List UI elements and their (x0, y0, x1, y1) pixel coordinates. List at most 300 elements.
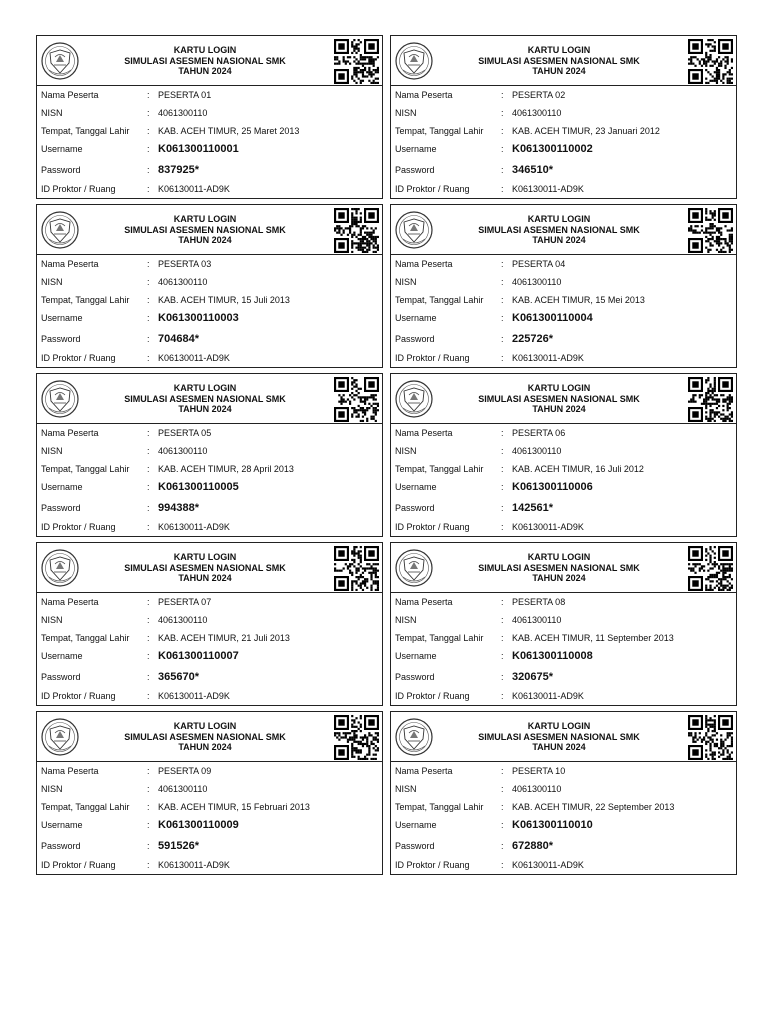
field-colon: : (501, 144, 504, 154)
field-value-nama: PESERTA 09 (158, 766, 212, 776)
field-row-proktor (37, 182, 382, 196)
login-card (390, 711, 737, 875)
field-value-nama: PESERTA 10 (512, 766, 566, 776)
field-colon: : (501, 295, 504, 305)
field-row-nisn (391, 613, 736, 627)
field-label: Password (395, 503, 435, 513)
field-label: ID Proktor / Ruang (395, 691, 470, 701)
field-row-username (391, 142, 736, 156)
qr-code-icon (688, 208, 733, 253)
field-row-nisn (391, 106, 736, 120)
field-value-proktor: K06130011-AD9K (512, 353, 584, 363)
field-colon: : (147, 651, 150, 661)
field-colon: : (501, 633, 504, 643)
field-colon: : (147, 802, 150, 812)
field-colon: : (501, 184, 504, 194)
card-title-line: SIMULASI ASESMEN NASIONAL SMK (478, 731, 640, 742)
field-value-nisn: 4061300110 (158, 446, 208, 456)
field-label: NISN (41, 784, 63, 794)
field-value-proktor: K06130011-AD9K (158, 184, 230, 194)
login-card (36, 204, 383, 368)
emblem-icon (394, 379, 434, 419)
field-row-ttl (391, 124, 736, 138)
field-colon: : (501, 428, 504, 438)
field-value-ttl: KAB. ACEH TIMUR, 15 Mei 2013 (512, 295, 645, 305)
field-label: NISN (41, 446, 63, 456)
card-title-line: KARTU LOGIN (173, 552, 237, 562)
card-header (391, 36, 736, 86)
field-label: Username (395, 820, 437, 830)
field-value-nama: PESERTA 01 (158, 90, 212, 100)
card-title-line: SIMULASI ASESMEN NASIONAL SMK (478, 562, 640, 573)
field-value-proktor: K06130011-AD9K (512, 860, 584, 870)
card-title (446, 721, 672, 753)
field-value-nisn: 4061300110 (512, 108, 562, 118)
field-value-ttl: KAB. ACEH TIMUR, 28 April 2013 (158, 464, 294, 474)
field-label: Password (395, 334, 435, 344)
card-title-line: KARTU LOGIN (527, 383, 591, 393)
field-row-nisn (391, 782, 736, 796)
field-value-nama: PESERTA 05 (158, 428, 212, 438)
field-label: NISN (395, 784, 417, 794)
field-row-ttl (37, 631, 382, 645)
field-colon: : (501, 277, 504, 287)
card-title (92, 552, 318, 584)
field-value-proktor: K06130011-AD9K (512, 691, 584, 701)
field-label: Nama Peserta (395, 259, 453, 269)
field-row-proktor (391, 858, 736, 872)
field-colon: : (147, 691, 150, 701)
field-row-nisn (37, 275, 382, 289)
field-colon: : (147, 464, 150, 474)
card-title-line: KARTU LOGIN (527, 45, 591, 55)
field-label: Username (41, 313, 83, 323)
field-value-nisn: 4061300110 (158, 615, 208, 625)
field-label: Nama Peserta (395, 90, 453, 100)
field-row-password (37, 332, 382, 346)
card-header (391, 205, 736, 255)
field-colon: : (501, 259, 504, 269)
field-label: Tempat, Tanggal Lahir (395, 464, 484, 474)
login-card (36, 35, 383, 199)
field-row-proktor (391, 351, 736, 365)
field-colon: : (501, 860, 504, 870)
field-value-username: K061300110004 (512, 312, 593, 324)
field-colon: : (147, 126, 150, 136)
field-colon: : (501, 841, 504, 851)
field-colon: : (501, 165, 504, 175)
field-value-nama: PESERTA 06 (512, 428, 566, 438)
field-row-nama (391, 257, 736, 271)
field-label: Tempat, Tanggal Lahir (395, 295, 484, 305)
card-title (92, 214, 318, 246)
field-row-nama (37, 764, 382, 778)
card-header (37, 712, 382, 762)
login-card (390, 35, 737, 199)
field-value-ttl: KAB. ACEH TIMUR, 11 September 2013 (512, 633, 674, 643)
field-colon: : (147, 841, 150, 851)
field-row-password (391, 163, 736, 177)
field-row-nama (37, 88, 382, 102)
login-card (390, 373, 737, 537)
field-value-proktor: K06130011-AD9K (158, 691, 230, 701)
field-label: Tempat, Tanggal Lahir (41, 464, 130, 474)
field-row-nisn (37, 613, 382, 627)
field-value-username: K061300110003 (158, 312, 239, 324)
field-value-ttl: KAB. ACEH TIMUR, 21 Juli 2013 (158, 633, 290, 643)
field-colon: : (501, 651, 504, 661)
card-title-line: KARTU LOGIN (527, 721, 591, 731)
field-row-password (391, 839, 736, 853)
field-colon: : (501, 615, 504, 625)
field-label: ID Proktor / Ruang (395, 522, 470, 532)
login-card (390, 542, 737, 706)
field-row-username (37, 142, 382, 156)
card-title-line: TAHUN 2024 (532, 742, 586, 752)
emblem-icon (394, 548, 434, 588)
field-label: ID Proktor / Ruang (41, 353, 116, 363)
field-row-nama (391, 595, 736, 609)
qr-code-icon (334, 377, 379, 422)
field-row-proktor (391, 182, 736, 196)
field-label: Tempat, Tanggal Lahir (41, 633, 130, 643)
field-colon: : (147, 522, 150, 532)
field-row-username (391, 649, 736, 663)
field-label: Username (41, 144, 83, 154)
card-title-line: KARTU LOGIN (173, 45, 237, 55)
field-label: Password (41, 165, 81, 175)
field-row-password (37, 839, 382, 853)
field-colon: : (147, 860, 150, 870)
field-label: Nama Peserta (395, 766, 453, 776)
card-title-line: TAHUN 2024 (178, 404, 232, 414)
card-title-line: KARTU LOGIN (173, 721, 237, 731)
emblem-icon (40, 210, 80, 250)
field-row-ttl (37, 462, 382, 476)
login-card (390, 204, 737, 368)
field-label: Password (41, 334, 81, 344)
field-value-username: K061300110006 (512, 481, 593, 493)
field-value-nisn: 4061300110 (158, 108, 208, 118)
card-title (92, 45, 318, 77)
card-title-line: SIMULASI ASESMEN NASIONAL SMK (124, 562, 286, 573)
field-value-ttl: KAB. ACEH TIMUR, 15 Juli 2013 (158, 295, 290, 305)
card-title-line: KARTU LOGIN (527, 214, 591, 224)
field-colon: : (147, 165, 150, 175)
field-row-nama (391, 88, 736, 102)
field-label: NISN (41, 277, 63, 287)
field-row-ttl (391, 293, 736, 307)
emblem-icon (40, 41, 80, 81)
field-row-proktor (37, 858, 382, 872)
field-label: Password (41, 503, 81, 513)
card-header (37, 543, 382, 593)
qr-code-icon (688, 715, 733, 760)
card-title-line: TAHUN 2024 (178, 235, 232, 245)
field-row-password (391, 501, 736, 515)
field-colon: : (501, 334, 504, 344)
field-colon: : (501, 784, 504, 794)
field-value-username: K061300110010 (512, 819, 593, 831)
field-label: NISN (395, 277, 417, 287)
field-colon: : (501, 108, 504, 118)
field-row-password (37, 163, 382, 177)
field-value-username: K061300110008 (512, 650, 593, 662)
field-value-username: K061300110009 (158, 819, 239, 831)
field-colon: : (147, 820, 150, 830)
card-title (92, 721, 318, 753)
field-value-username: K061300110002 (512, 143, 593, 155)
field-label: Password (395, 672, 435, 682)
field-value-password: 225726* (512, 333, 553, 345)
field-colon: : (501, 353, 504, 363)
field-value-password: 591526* (158, 840, 199, 852)
field-row-nama (37, 257, 382, 271)
field-row-ttl (391, 462, 736, 476)
field-value-nisn: 4061300110 (512, 277, 562, 287)
qr-code-icon (334, 546, 379, 591)
card-header (37, 36, 382, 86)
field-colon: : (501, 691, 504, 701)
qr-code-icon (334, 208, 379, 253)
field-label: Username (41, 820, 83, 830)
field-colon: : (501, 464, 504, 474)
field-value-nama: PESERTA 04 (512, 259, 566, 269)
emblem-icon (394, 41, 434, 81)
field-colon: : (501, 313, 504, 323)
field-value-password: 837925* (158, 164, 199, 176)
field-colon: : (501, 90, 504, 100)
field-value-password: 672880* (512, 840, 553, 852)
field-label: Nama Peserta (41, 766, 99, 776)
card-title-line: SIMULASI ASESMEN NASIONAL SMK (478, 55, 640, 66)
qr-code-icon (688, 377, 733, 422)
field-value-username: K061300110005 (158, 481, 239, 493)
card-title-line: KARTU LOGIN (173, 214, 237, 224)
field-row-nisn (37, 782, 382, 796)
field-label: Nama Peserta (41, 428, 99, 438)
login-card (36, 542, 383, 706)
qr-code-icon (688, 546, 733, 591)
field-label: Tempat, Tanggal Lahir (41, 295, 130, 305)
field-label: ID Proktor / Ruang (41, 860, 116, 870)
field-value-nama: PESERTA 08 (512, 597, 566, 607)
field-row-proktor (37, 689, 382, 703)
card-header (391, 543, 736, 593)
emblem-icon (394, 210, 434, 250)
field-row-nama (391, 426, 736, 440)
field-label: NISN (41, 108, 63, 118)
field-label: NISN (395, 446, 417, 456)
card-title-line: SIMULASI ASESMEN NASIONAL SMK (478, 393, 640, 404)
field-label: NISN (395, 108, 417, 118)
qr-code-icon (688, 39, 733, 84)
field-value-password: 142561* (512, 502, 553, 514)
field-value-ttl: KAB. ACEH TIMUR, 23 Januari 2012 (512, 126, 660, 136)
field-colon: : (147, 428, 150, 438)
card-title-line: TAHUN 2024 (532, 66, 586, 76)
field-colon: : (147, 633, 150, 643)
field-row-username (37, 480, 382, 494)
field-colon: : (501, 126, 504, 136)
field-value-nisn: 4061300110 (158, 277, 208, 287)
field-row-username (37, 649, 382, 663)
field-value-nisn: 4061300110 (512, 446, 562, 456)
field-row-ttl (391, 800, 736, 814)
card-title-line: TAHUN 2024 (532, 404, 586, 414)
field-colon: : (501, 820, 504, 830)
field-colon: : (147, 784, 150, 794)
field-label: NISN (41, 615, 63, 625)
field-label: Nama Peserta (41, 259, 99, 269)
field-label: Username (41, 482, 83, 492)
field-row-nisn (37, 106, 382, 120)
emblem-icon (394, 717, 434, 757)
card-title-line: TAHUN 2024 (178, 66, 232, 76)
field-row-ttl (391, 631, 736, 645)
field-colon: : (147, 672, 150, 682)
field-label: Nama Peserta (395, 428, 453, 438)
qr-code-icon (334, 715, 379, 760)
field-colon: : (501, 503, 504, 513)
field-label: Tempat, Tanggal Lahir (395, 126, 484, 136)
field-label: ID Proktor / Ruang (395, 860, 470, 870)
field-value-nisn: 4061300110 (512, 784, 562, 794)
field-value-password: 320675* (512, 671, 553, 683)
field-value-username: K061300110001 (158, 143, 239, 155)
field-colon: : (147, 615, 150, 625)
field-label: Username (41, 651, 83, 661)
field-colon: : (501, 802, 504, 812)
field-row-username (37, 818, 382, 832)
qr-code-icon (334, 39, 379, 84)
card-title-line: TAHUN 2024 (532, 235, 586, 245)
card-title-line: TAHUN 2024 (178, 742, 232, 752)
field-row-password (37, 670, 382, 684)
field-colon: : (147, 90, 150, 100)
field-row-nisn (391, 275, 736, 289)
field-colon: : (147, 108, 150, 118)
field-colon: : (147, 313, 150, 323)
field-label: ID Proktor / Ruang (395, 353, 470, 363)
field-value-nisn: 4061300110 (512, 615, 562, 625)
field-label: Username (395, 144, 437, 154)
field-value-password: 365670* (158, 671, 199, 683)
field-label: Tempat, Tanggal Lahir (41, 126, 130, 136)
field-row-password (391, 332, 736, 346)
field-row-password (37, 501, 382, 515)
field-value-password: 994388* (158, 502, 199, 514)
field-row-username (391, 818, 736, 832)
field-colon: : (147, 184, 150, 194)
field-row-username (391, 480, 736, 494)
field-label: Nama Peserta (41, 597, 99, 607)
card-header (37, 205, 382, 255)
field-colon: : (147, 334, 150, 344)
field-value-proktor: K06130011-AD9K (512, 522, 584, 532)
field-label: ID Proktor / Ruang (41, 691, 116, 701)
field-label: Username (395, 313, 437, 323)
field-label: ID Proktor / Ruang (41, 522, 116, 532)
field-label: NISN (395, 615, 417, 625)
field-label: Tempat, Tanggal Lahir (41, 802, 130, 812)
field-row-nama (37, 426, 382, 440)
field-row-username (391, 311, 736, 325)
emblem-icon (40, 548, 80, 588)
field-colon: : (501, 672, 504, 682)
field-colon: : (147, 144, 150, 154)
card-title (92, 383, 318, 415)
field-row-ttl (37, 800, 382, 814)
card-title (446, 552, 672, 584)
field-value-ttl: KAB. ACEH TIMUR, 25 Maret 2013 (158, 126, 300, 136)
card-header (37, 374, 382, 424)
field-value-proktor: K06130011-AD9K (512, 184, 584, 194)
field-label: Username (395, 482, 437, 492)
card-title-line: SIMULASI ASESMEN NASIONAL SMK (124, 55, 286, 66)
field-value-proktor: K06130011-AD9K (158, 860, 230, 870)
field-colon: : (147, 277, 150, 287)
login-card (36, 711, 383, 875)
field-row-proktor (391, 689, 736, 703)
field-colon: : (501, 446, 504, 456)
card-title-line: SIMULASI ASESMEN NASIONAL SMK (478, 224, 640, 235)
field-colon: : (501, 482, 504, 492)
field-colon: : (501, 522, 504, 532)
card-title-line: SIMULASI ASESMEN NASIONAL SMK (124, 224, 286, 235)
card-title-line: KARTU LOGIN (527, 552, 591, 562)
field-label: ID Proktor / Ruang (395, 184, 470, 194)
card-title-line: SIMULASI ASESMEN NASIONAL SMK (124, 393, 286, 404)
field-colon: : (147, 503, 150, 513)
field-label: ID Proktor / Ruang (41, 184, 116, 194)
field-colon: : (147, 353, 150, 363)
field-label: Password (41, 841, 81, 851)
card-title-line: TAHUN 2024 (532, 573, 586, 583)
field-colon: : (147, 597, 150, 607)
field-row-proktor (37, 520, 382, 534)
field-label: Username (395, 651, 437, 661)
card-header (391, 712, 736, 762)
field-row-proktor (37, 351, 382, 365)
card-title-line: KARTU LOGIN (173, 383, 237, 393)
card-title-line: TAHUN 2024 (178, 573, 232, 583)
field-label: Password (41, 672, 81, 682)
field-value-password: 346510* (512, 164, 553, 176)
field-row-password (391, 670, 736, 684)
field-value-ttl: KAB. ACEH TIMUR, 16 Juli 2012 (512, 464, 644, 474)
emblem-icon (40, 379, 80, 419)
field-row-nama (391, 764, 736, 778)
field-value-proktor: K06130011-AD9K (158, 353, 230, 363)
field-colon: : (147, 259, 150, 269)
field-row-ttl (37, 293, 382, 307)
field-label: Password (395, 165, 435, 175)
field-row-nama (37, 595, 382, 609)
field-label: Tempat, Tanggal Lahir (395, 802, 484, 812)
field-label: Nama Peserta (395, 597, 453, 607)
card-title (446, 45, 672, 77)
card-title (446, 214, 672, 246)
login-card (36, 373, 383, 537)
field-value-password: 704684* (158, 333, 199, 345)
field-value-ttl: KAB. ACEH TIMUR, 15 Februari 2013 (158, 802, 310, 812)
field-value-nisn: 4061300110 (158, 784, 208, 794)
field-value-proktor: K06130011-AD9K (158, 522, 230, 532)
field-value-nama: PESERTA 07 (158, 597, 212, 607)
field-colon: : (147, 482, 150, 492)
field-value-username: K061300110007 (158, 650, 239, 662)
